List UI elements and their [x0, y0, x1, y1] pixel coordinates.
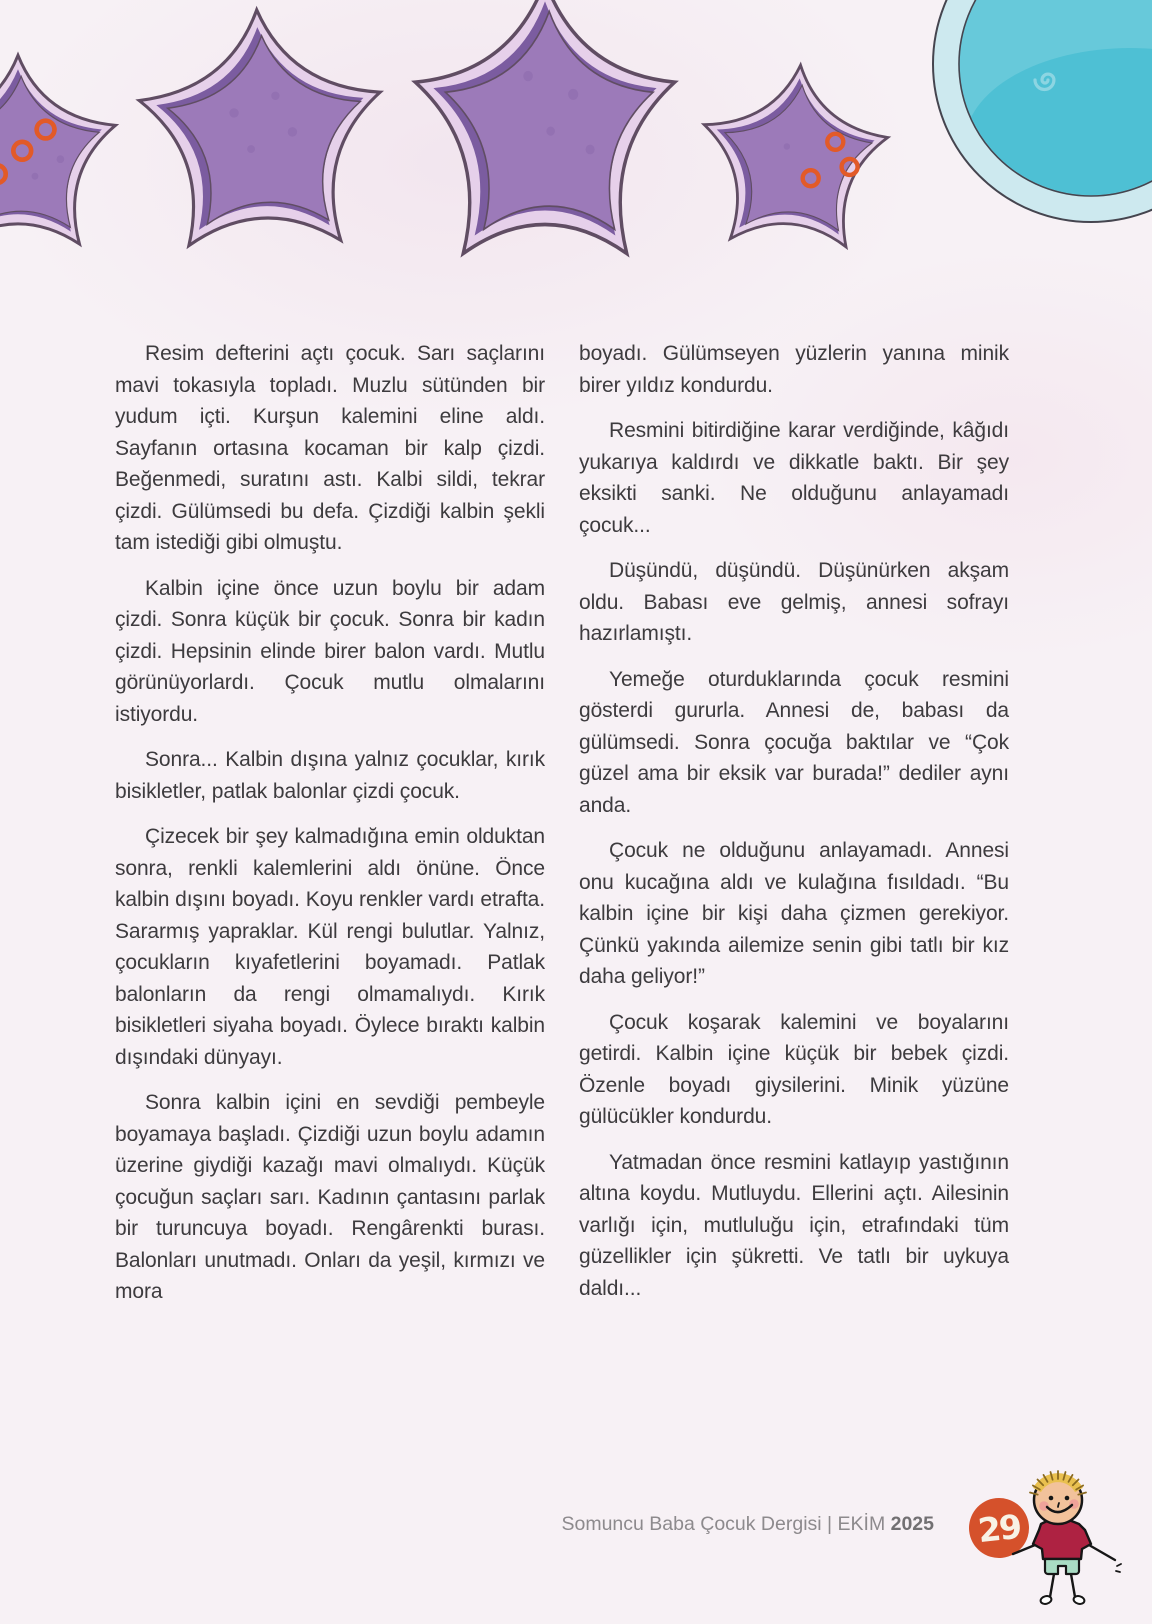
issue-year: 2025	[890, 1513, 934, 1535]
story-paragraph: Yatmadan önce resmini katlayıp yastığının altına koydu. Mutluydu. Ellerini açtı. Ailesinin varlığı için, mutluluğu için, etrafındaki tüm güzellikler için şükretti. Ve tatlı bir uykuya daldı...	[579, 1150, 1009, 1300]
story-column-left	[115, 338, 545, 1322]
story-paragraph: Çocuk koşarak kalemini ve boyalarını getirdi. Kalbin içine küçük bir bebek çizdi. Özenle boyadı giysilerini. Minik yüzüne gülücükler kondurdu.	[579, 1010, 1009, 1128]
eye-icon	[1049, 1496, 1054, 1501]
eye-icon	[1065, 1496, 1070, 1501]
story-paragraph: Resmini bitirdiğine karar verdiğinde, kâğıdı yukarıya kaldırdı ve dikkatle baktı. Bir şey eksikti sanki. Ne olduğunu anlayamadı çocuk...	[579, 419, 1009, 537]
story-paragraph: Sonra kalbin içini en sevdiği pembeyle boyamaya başladı. Çizdiği uzun boylu adamın üzerine giydiği kazağı mavi olmalıydı. Küçük çocuğun saçları sarı. Kadının çantasını parlak bir turuncuya boyadı. Rengârenkti burası. Balonları unutmadı. Onları da yeşil, kırmızı ve mora	[115, 1091, 545, 1303]
story-paragraph: boyadı. Gülümseyen yüzlerin yanına minik birer yıldız kondurdu.	[579, 342, 1009, 397]
story-text	[115, 338, 1009, 1322]
nose-icon	[1058, 1503, 1059, 1507]
story-paragraph: Çocuk ne olduğunu anlayamadı. Annesi onu kucağına aldı ve kulağına fısıldadı. “Bu kalbin içine bir kişi daha çizmen gerekiyor. Çünkü yakında ailemize senin gibi tatlı bir kız daha geliyor!”	[579, 839, 1009, 988]
boy-character-icon	[1005, 1458, 1123, 1608]
story-paragraph: Resim defterini açtı çocuk. Sarı saçlarını mavi tokasıyla topladı. Muzlu sütünden bir yudum içti. Kurşun kalemini eline aldı. Sayfanın ortasına kocaman bir kalp çizdi. Beğenmedi, suratını astı. Kalbi sildi, tekrar çizdi. Gülümsedi bu defa. Çizdiği kalbin şekli tam istediği gibi olmuştu.	[115, 342, 545, 554]
story-paragraph: Çizecek bir şey kalmadığına emin olduktan sonra, renkli kalemlerini aldı önüne. Önce kalbin dışını boyadı. Koyu renkler vardı etrafta. Sararmış yapraklar. Kül rengi bulutlar. Yalnız, çocukların kıyafetlerini boyamadı. Patlak balonların da rengi olmamalıydı. Kırık bisikletleri siyaha boyadı. Öylece bıraktı kalbin dışındaki dünyayı.	[115, 825, 545, 1069]
water-bubble-icon	[925, 0, 1152, 232]
story-paragraph: Yemeğe oturduklarında çocuk resmini gösterdi gururla. Annesi de, babası da gülümsedi. Sonra çocuğa baktılar ve “Çok güzel ama bir eksik var burada!” dediler aynı anda.	[579, 667, 1009, 817]
footer-credit	[561, 1513, 934, 1536]
starfish-icon	[0, 46, 124, 264]
story-paragraph: Sonra... Kalbin dışına yalnız çocuklar, kırık bisikletler, patlak balonlar çizdi çocuk.	[115, 748, 545, 803]
story-paragraph: Düşündü, düşündü. Düşünürken akşam oldu. Babası eve gelmiş, annesi sofrayı hazırlamıştı.	[579, 559, 1009, 645]
story-paragraph: Kalbin içine önce uzun boylu bir adam çizdi. Sonra küçük bir çocuk. Sonra bir kadın çizdi. Hepsinin elinde birer balon vardı. Mutlu görünüyorlardı. Çocuk mutlu olmalarını istiyordu.	[115, 576, 545, 726]
starfish-icon	[124, 0, 399, 269]
starfish-icon	[687, 49, 901, 268]
starfish-icon	[404, 0, 686, 278]
magazine-name: Somuncu Baba Çocuk Dergisi | EKİM	[561, 1513, 886, 1535]
page-number: 29	[976, 1506, 1022, 1550]
story-column-right	[579, 338, 1009, 1322]
